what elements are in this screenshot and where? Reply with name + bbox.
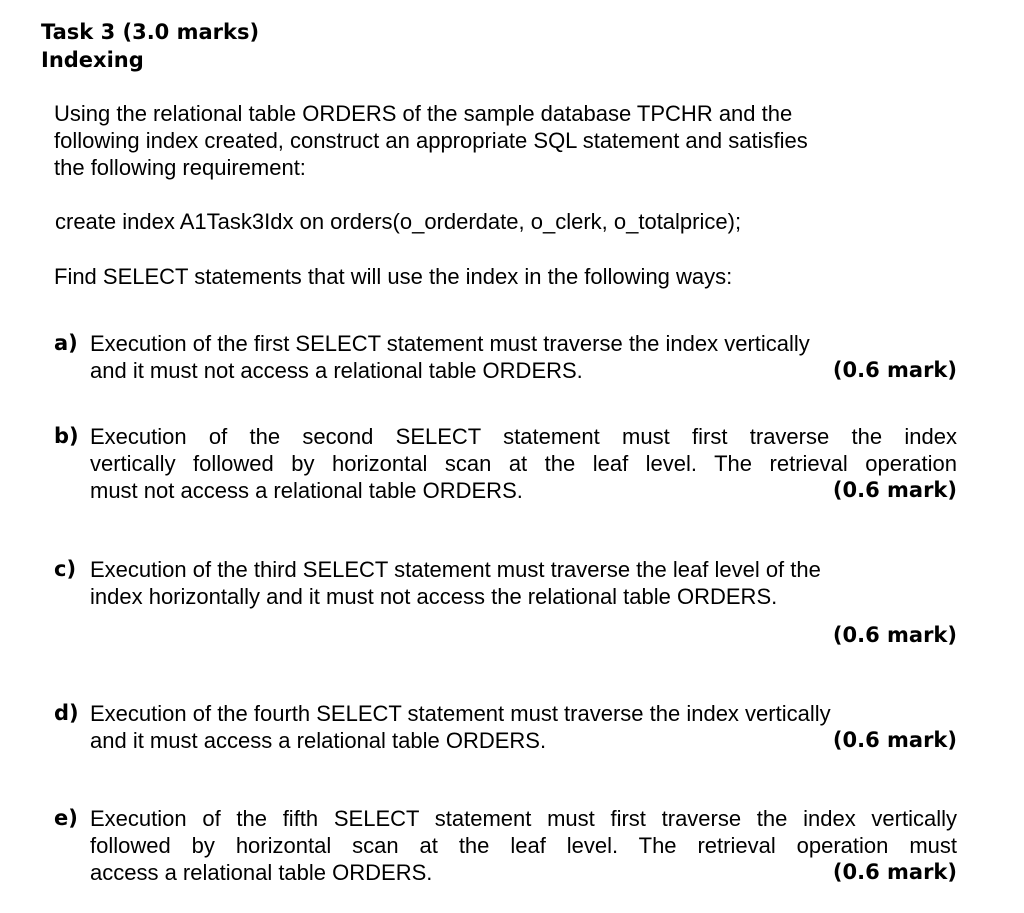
task-line: index horizontally and it must not access the relational table ORDERS. [90, 584, 778, 609]
task-item-d [54, 700, 957, 754]
task-line: access a relational table ORDERS. [90, 860, 433, 885]
task-line: Execution of the first SELECT statement must traverse the index vertically [90, 331, 810, 356]
task-line: followed by horizontal scan at the leaf level. The retrieval operation must [90, 833, 957, 858]
task-line: Execution of the fifth SELECT statement must first traverse the index vertically [90, 806, 957, 831]
intro-line: the following requirement: [54, 155, 306, 180]
task-item-e [54, 805, 957, 886]
task-header [41, 18, 259, 74]
task-letter: e) [54, 806, 78, 830]
intro-paragraph [54, 100, 954, 181]
task-line: Execution of the third SELECT statement must traverse the leaf level of the [90, 557, 821, 582]
task-letter: c) [54, 557, 77, 581]
task-line: and it must not access a relational table ORDERS. [90, 358, 583, 383]
mark-label: (0.6 mark) [832, 478, 957, 502]
task-line: and it must access a relational table ORDERS. [90, 728, 547, 753]
mark-label: (0.6 mark) [832, 728, 957, 752]
task-item-c [54, 556, 957, 649]
task-line: must not access a relational table ORDERS. [90, 478, 523, 503]
mark-label: (0.6 mark) [832, 860, 957, 884]
task-line: Execution of the fourth SELECT statement must traverse the index vertically [90, 701, 831, 726]
index-statement: create index A1Task3Idx on orders(o_orderdate, o_clerk, o_totalprice); [55, 209, 742, 234]
task-letter: a) [54, 331, 78, 355]
task-item-a [54, 330, 957, 384]
intro-line: Using the relational table ORDERS of the sample database TPCHR and the [54, 101, 793, 126]
intro-line: following index created, construct an appropriate SQL statement and satisfies [54, 128, 808, 153]
task-letter: b) [54, 424, 79, 448]
task-line: vertically followed by horizontal scan at the leaf level. The retrieval operation [90, 451, 957, 476]
task-subtitle: Indexing [41, 48, 144, 72]
task-line: Execution of the second SELECT statement must first traverse the index [90, 424, 957, 449]
instruction-line: Find SELECT statements that will use the index in the following ways: [54, 264, 733, 289]
task-item-b [54, 423, 957, 504]
mark-label: (0.6 mark) [832, 358, 957, 382]
task-title: Task 3 (3.0 marks) [41, 20, 260, 44]
mark-label: (0.6 mark) [832, 623, 957, 647]
task-letter: d) [54, 701, 79, 725]
